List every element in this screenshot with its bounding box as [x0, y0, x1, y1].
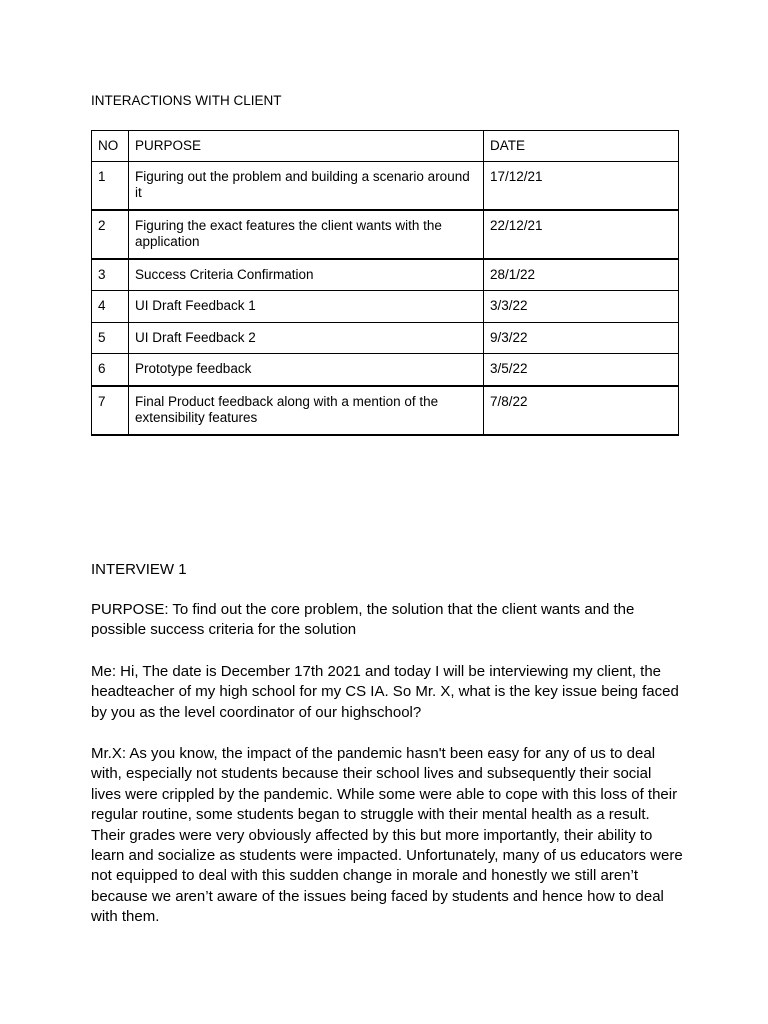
table-title: INTERACTIONS WITH CLIENT	[91, 93, 282, 108]
interview-purpose: PURPOSE: To find out the core problem, the solution that the client wants and the possible success criteria for the solution	[91, 601, 635, 639]
cell-no: 4	[92, 291, 129, 323]
header-no: NO	[92, 131, 129, 162]
cell-no: 3	[92, 259, 129, 291]
table-row	[92, 259, 679, 291]
header-date: DATE	[484, 131, 679, 162]
cell-purpose: UI Draft Feedback 1	[129, 291, 484, 323]
interviewer-question: Me: Hi, The date is December 17th 2021 and today I will be interviewing my client, the headteacher of my high school for my CS IA. So Mr. X, what is the key issue being faced by you as the level coordinator of our highschool?	[91, 663, 679, 721]
table-row	[92, 210, 679, 259]
cell-no: 2	[92, 210, 129, 259]
interview-title: INTERVIEW 1	[91, 561, 187, 578]
interactions-table	[91, 130, 679, 436]
cell-purpose: Figuring the exact features the client wants with the application	[129, 210, 484, 259]
table-row	[92, 354, 679, 386]
client-answer: Mr.X: As you know, the impact of the pandemic hasn't been easy for any of us to deal with, especially not students because their school lives and subsequently their social lives were crippled by the pandemic. While some were able to cope with this loss of their regular routine, some students began to struggle with their mental health as a result. Their grades were very obviously affected by this but more importantly, their ability to learn and socialize as students were impacted. Unfortunately, many of us educators were not equipped to deal with this sudden change in morale and honestly we still aren’t because we aren’t aware of the issues being faced by students and hence how to deal with them.	[91, 745, 683, 926]
cell-date: 9/3/22	[484, 322, 679, 354]
header-purpose: PURPOSE	[129, 131, 484, 162]
cell-no: 5	[92, 322, 129, 354]
cell-date: 17/12/21	[484, 161, 679, 210]
cell-no: 6	[92, 354, 129, 386]
table-row	[92, 291, 679, 323]
table-row	[92, 386, 679, 435]
cell-purpose: UI Draft Feedback 2	[129, 322, 484, 354]
cell-date: 7/8/22	[484, 386, 679, 435]
cell-purpose: Figuring out the problem and building a scenario around it	[129, 161, 484, 210]
cell-purpose: Success Criteria Confirmation	[129, 259, 484, 291]
cell-purpose: Prototype feedback	[129, 354, 484, 386]
table-row	[92, 161, 679, 210]
cell-no: 7	[92, 386, 129, 435]
cell-date: 3/3/22	[484, 291, 679, 323]
table-row	[92, 322, 679, 354]
cell-date: 28/1/22	[484, 259, 679, 291]
cell-date: 22/12/21	[484, 210, 679, 259]
cell-purpose: Final Product feedback along with a mention of the extensibility features	[129, 386, 484, 435]
cell-date: 3/5/22	[484, 354, 679, 386]
table-header-row	[92, 131, 679, 162]
cell-no: 1	[92, 161, 129, 210]
